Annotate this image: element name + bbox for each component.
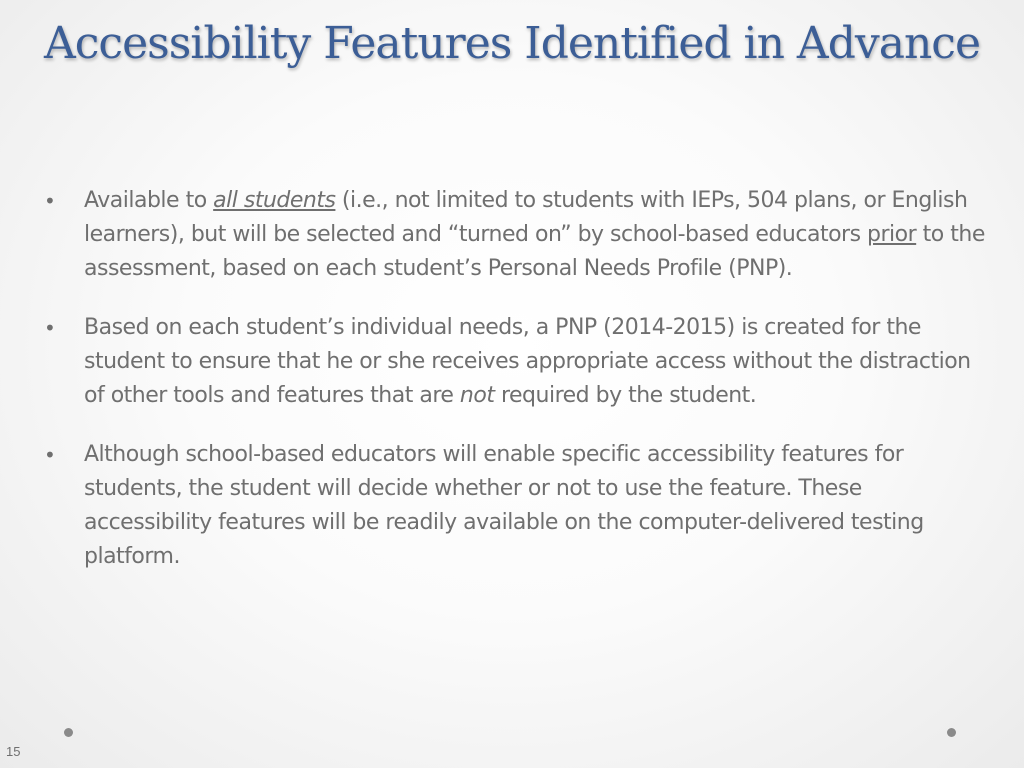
bullet-marker: • [44, 316, 56, 340]
emphasis-text: not [459, 383, 495, 408]
emphasis-text: all students [213, 188, 336, 213]
decorative-dot-left [64, 728, 73, 737]
emphasis-text: prior [867, 222, 917, 247]
decorative-dot-right [947, 728, 956, 737]
slide-number: 15 [6, 744, 21, 759]
bullet-marker: • [44, 189, 56, 213]
bullet-text: Available to [84, 188, 214, 213]
bullet-text: (i.e., not limited to students with IEPs, 504 plans, or English learners), but will be selected and “turned on” by school-based educators [84, 188, 968, 247]
bullet-item [44, 311, 989, 413]
bullet-list [44, 184, 989, 599]
bullet-marker: • [44, 443, 56, 467]
slide-title: Accessibility Features Identified in Advance [44, 18, 980, 69]
bullet-item [44, 438, 989, 574]
bullet-text: required by the student. [494, 383, 757, 408]
bullet-text: Based on each student’s individual needs, a PNP (2014-2015) is created for the student to ensure that he or she receives appropriate access without the distraction of other tools and features that are [84, 315, 971, 408]
bullet-text: to the assessment, based on each student’s Personal Needs Profile (PNP). [84, 222, 985, 281]
bullet-item [44, 184, 989, 286]
bullet-text: Although school-based educators will enable specific accessibility features for students, the student will decide whether or not to use the feature. These accessibility features will be readily available on the computer-delivered testing platform. [84, 442, 924, 569]
